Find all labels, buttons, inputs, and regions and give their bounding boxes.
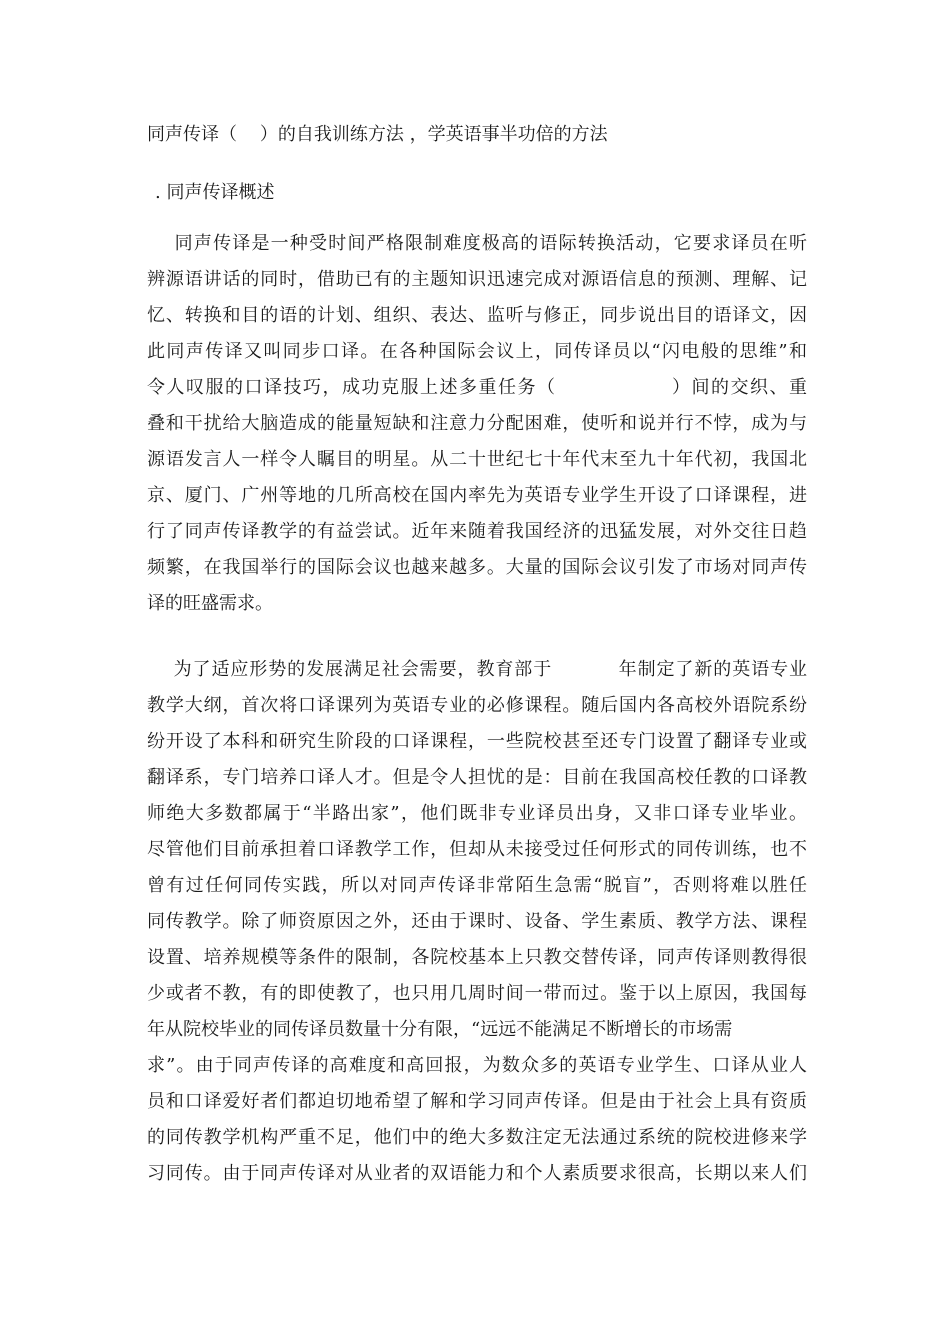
text-line: 师绝大多数都属于“半路出家”，他们既非专业译员出身，又非口译专业毕业。 <box>147 803 807 824</box>
text-line: 京、厦门、广州等地的几所高校在国内率先为英语专业学生开设了口译课程，进 <box>147 485 807 506</box>
text-line: 员和口译爱好者们都迫切地希望了解和学习同声传译。但是由于社会上具有资质 <box>147 1091 807 1112</box>
text-line: 辨源语讲话的同时，借助已有的主题知识迅速完成对源语信息的预测、理解、记 <box>147 269 807 290</box>
text-line: 令人叹服的口译技巧，成功克服上述多重任务（ ）间的交织、重 <box>147 377 807 398</box>
text-line: 年从院校毕业的同传译员数量十分有限，“远远不能满足不断增长的市场需 <box>147 1019 733 1040</box>
text-line: 同传教学。除了师资原因之外，还由于课时、设备、学生素质、教学方法、课程 <box>147 911 807 932</box>
text-line: 源语发言人一样令人瞩目的明星。从二十世纪七十年代末至九十年代初，我国北 <box>147 449 807 470</box>
document-title: 同声传译（ ）的自我训练方法 ，学英语事半功倍的方法 <box>147 124 608 145</box>
paragraph-overview <box>147 226 807 622</box>
text-line: 习同传。由于同声传译对从业者的双语能力和个人素质要求很高，长期以来人们 <box>147 1163 807 1184</box>
text-line: 教学大纲，首次将口译课列为英语专业的必修课程。随后国内各高校外语院系纷 <box>147 695 807 716</box>
text-line: 同声传译是一种受时间严格限制难度极高的语际转换活动，它要求译员在听 <box>147 233 807 254</box>
text-line: 此同声传译又叫同步口译。在各种国际会议上，同传译员以“闪电般的思维”和 <box>147 341 807 362</box>
text-line: 尽管他们目前承担着口译教学工作，但却从未接受过任何形式的同传训练，也不 <box>147 839 807 860</box>
text-line: 曾有过任何同传实践，所以对同声传译非常陌生急需“脱盲”，否则将难以胜任 <box>147 875 807 896</box>
text-line: 译的旺盛需求。 <box>147 593 273 614</box>
text-line: 求”。由于同声传译的高难度和高回报，为数众多的英语专业学生、口译从业人 <box>147 1055 807 1076</box>
text-line: 纷开设了本科和研究生阶段的口译课程，一些院校甚至还专门设置了翻译专业或 <box>147 731 807 752</box>
text-line: 行了同声传译教学的有益尝试。近年来随着我国经济的迅猛发展，对外交往日趋 <box>147 521 807 542</box>
text-line: 频繁，在我国举行的国际会议也越来越多。大量的国际会议引发了市场对同声传 <box>147 557 807 578</box>
text-line: 为了适应形势的发展满足社会需要，教育部于 年制定了新的英语专业 <box>147 659 807 680</box>
text-line: 的同传教学机构严重不足，他们中的绝大多数注定无法通过系统的院校进修来学 <box>147 1127 807 1148</box>
section-heading: . 同声传译概述 <box>155 182 275 203</box>
paragraph-education <box>147 652 807 1192</box>
text-line: 翻译系，专门培养口译人才。但是令人担忧的是：目前在我国高校任教的口译教 <box>147 767 807 788</box>
text-line: 少或者不教，有的即使教了，也只用几周时间一带而过。鉴于以上原因，我国每 <box>147 983 807 1004</box>
text-line: 叠和干扰给大脑造成的能量短缺和注意力分配困难，使听和说并行不悖，成为与 <box>147 413 807 434</box>
text-line: 忆、转换和目的语的计划、组织、表达、监听与修正，同步说出目的语译文，因 <box>147 305 807 326</box>
text-line: 设置、培养规模等条件的限制，各院校基本上只教交替传译，同声传译则教得很 <box>147 947 807 968</box>
